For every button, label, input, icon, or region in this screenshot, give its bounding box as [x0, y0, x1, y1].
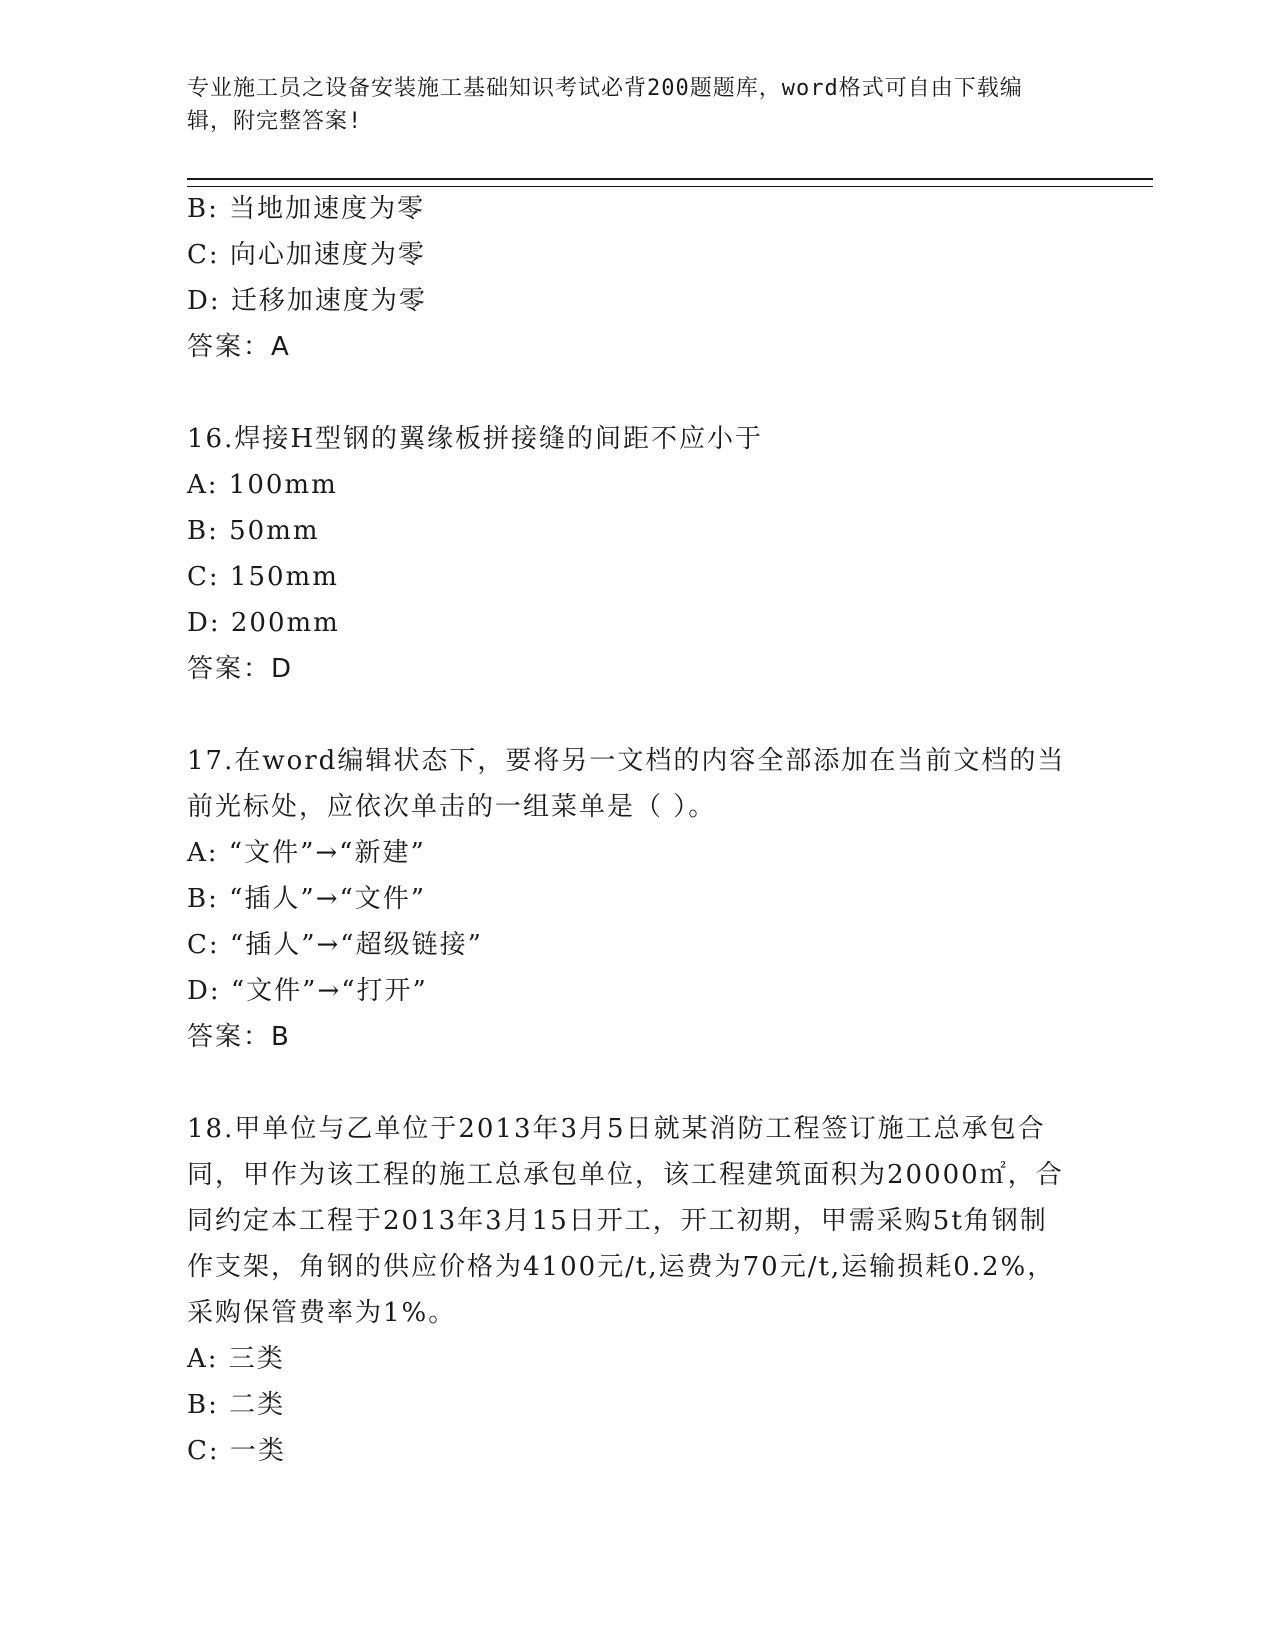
document-title: 专业施工员之设备安装施工基础知识考试必背200题题库，word格式可自由下载编辑，附完整答案! [187, 76, 1023, 134]
option-b: B: 50mm [187, 516, 320, 546]
question-text: 18.甲单位与乙单位于2013年3月5日就某消防工程签订施工总承包合同，甲作为该工程的施工总承包单位，该工程建筑面积为20000㎡，合同约定本工程于2013年3月15日开工，开工初期，甲需采购5t角钢制作支架，角钢的供应价格为4100元/t,运费为70元/t,运输损耗0.2%，采购保管费率为1%。 [187, 1114, 1064, 1328]
spacer [187, 370, 1067, 416]
option-b: B: “插人”→“文件” [187, 884, 427, 914]
option-d: D: 200mm [187, 608, 340, 638]
spacer [187, 1060, 1067, 1106]
option-c: C: 150mm [187, 562, 339, 592]
option-c: C: 一类 [187, 1436, 286, 1466]
option-a: A: “文件”→“新建” [187, 838, 426, 868]
answer: 答案：A [187, 332, 291, 362]
question-15-continuation [187, 186, 1067, 370]
spacer [187, 692, 1067, 738]
question-17 [187, 738, 1067, 1060]
question-18 [187, 1106, 1067, 1474]
option-c: C: “插人”→“超级链接” [187, 930, 483, 960]
question-16 [187, 416, 1067, 692]
option-d: D: 迁移加速度为零 [187, 286, 427, 316]
option-d: D: “文件”→“打开” [187, 976, 428, 1006]
document-header [187, 72, 1067, 138]
question-text: 17.在word编辑状态下，要将另一文档的内容全部添加在当前文档的当前光标处，应依次单击的一组菜单是（ ）。 [187, 746, 1066, 822]
answer: 答案：B [187, 1022, 291, 1052]
option-b: B: 当地加速度为零 [187, 194, 426, 224]
answer: 答案：D [187, 654, 294, 684]
option-b: B: 二类 [187, 1390, 286, 1420]
question-list [187, 186, 1067, 1474]
option-c: C: 向心加速度为零 [187, 240, 426, 270]
question-text: 16.焊接H型钢的翼缘板拼接缝的间距不应小于 [187, 424, 764, 454]
option-a: A: 三类 [187, 1344, 285, 1374]
option-a: A: 100mm [187, 470, 338, 500]
